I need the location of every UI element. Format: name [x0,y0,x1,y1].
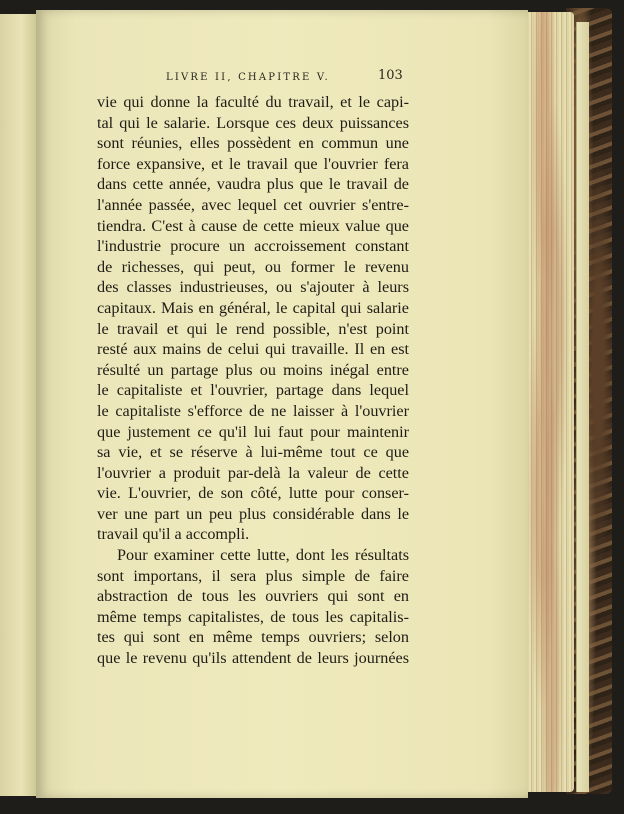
paragraph-start-line: Pour examiner cette lutte, dont les résultats [117,546,409,565]
text-line: sont importans, il sera plus simple de faire [97,566,409,585]
text-line: sa vie, et se réserve à lui-même tout ce que [97,443,409,462]
text-line: l'ouvrier a produit par-delà la valeur de cette [97,463,409,482]
text-line: résulté un partage plus ou moins inégal entre [97,360,409,379]
text-line: que le revenu qu'ils attendent de leurs journées [97,649,409,668]
text-line: abstraction de tous les ouvriers qui sont en [97,587,409,606]
text-line: l'industrie procure un accroissement constant [97,237,409,256]
text-line: force expansive, et le travail que l'ouvrier fera [97,154,409,173]
text-line: vie. L'ouvrier, de son côté, lutte pour conser- [97,484,409,503]
text-line: tiendra. C'est à cause de cette mieux value que [97,216,409,235]
text-line: que justement ce qu'il lui faut pour maintenir [97,422,409,441]
text-line: l'année passée, avec lequel cet ouvrier s'entre- [97,195,409,214]
text-line: capitaux. Mais en général, le capital qui salarie [97,298,409,317]
text-line: ver une part un peu plus considérable dans le [97,504,409,523]
text-line: même temps capitalistes, de tous les capitalis- [97,607,409,626]
text-line: tal qui le salarie. Lorsque ces deux puissances [97,113,409,132]
text-line: dans cette année, vaudra plus que le travail de [97,175,409,194]
text-line: le travail et qui le rend possible, n'est point [97,319,409,338]
text-line: de richesses, qui peut, ou former le revenu [97,257,409,276]
text-line: sont réunies, elles possèdent en commun une [97,134,409,153]
text-line: le capitaliste s'efforce de ne laisser à l'ouvrier [97,401,409,420]
page-edge-strip [576,22,589,792]
body-text [97,92,409,669]
page-edges [524,12,574,792]
text-line: des classes industrieuses, ou s'ajouter à leurs [97,278,409,297]
paragraph-end-line: travail qu'il a accompli. [97,525,250,544]
text-line: vie qui donne la faculté du travail, et le capi- [97,93,409,111]
text-line: le capitaliste et l'ouvrier, partage dans lequel [97,381,409,400]
text-line: tes qui sont en même temps ouvriers; selon [97,628,409,647]
text-line: resté aux mains de celui qui travaille. Il en est [97,340,409,359]
page-number: 103 [378,68,403,83]
facing-page-edge [0,14,37,796]
running-head: LIVRE II, CHAPITRE V. [166,72,330,83]
